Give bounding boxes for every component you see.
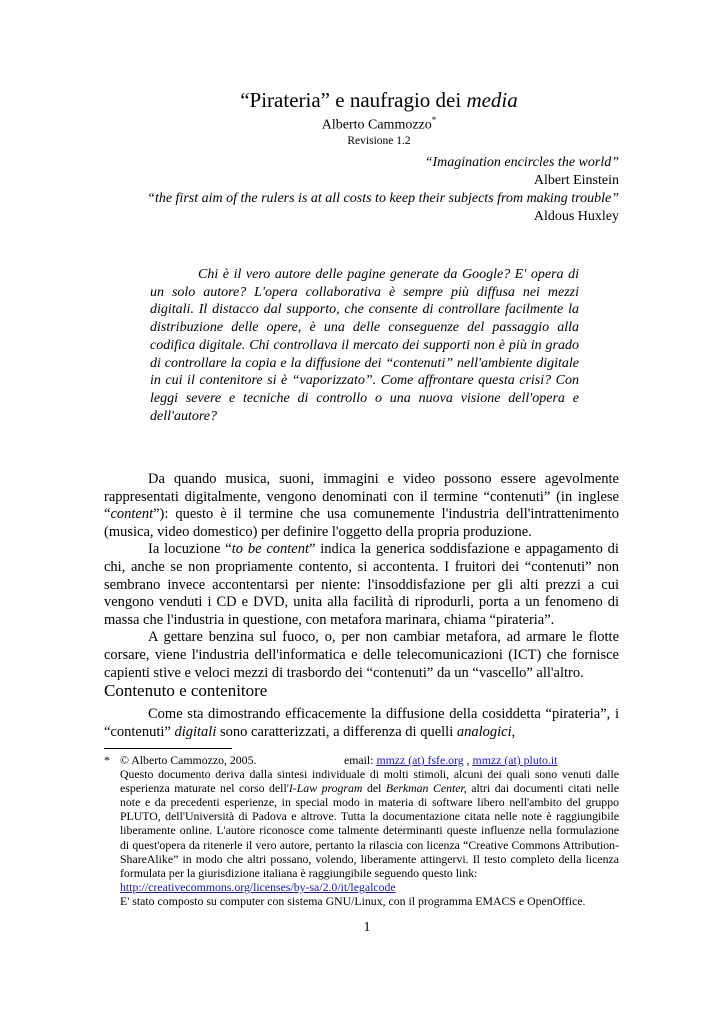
- paragraph-2-text-b: ” indica la generica soddisfazione e appagamento di chi, anche se non propriamente contento, si accontenta. I fruitori dei “contenuti” non sembrano invece accontentarsi per niente: l'insoddisfazione per gli alti prezzi a cui vengono venduti i CD e DVD, unita alla facilità di riprodurli, porta a un fenomeno di massa che l'industria in questione, con metafora marinara, chiama “pirateria”.: [104, 541, 619, 628]
- footnote-text-c: altri dai documenti citati nelle note e da precedenti esperienze, in special modo in materia di software libero nell'ambito del gruppo PLUTO, dell'Università di Padova e altrove. Tutta la documentazione citata nelle note è raggiungibile liberamente online. L'autore riconosce come talmente determinanti queste influenze nella formulazione di quest'opera da ritenerle il vero autore, pertanto la rilascia con licenza “Creative Commons Attribution-ShareAlike” in modo che altri possano, volendo, liberamente attingervi. Il testo completo della licenza formulata per la giurisdizione italiana è raggiungibile seguendo questo link:: [120, 781, 620, 880]
- paragraph-2-text-a: Ia locuzione “: [148, 541, 232, 558]
- footnote-email-line: [344, 753, 557, 767]
- paragraph-1: [104, 471, 619, 541]
- quote-huxley: “the first aim of the rulers is at all costs to keep their subjects from making trouble”: [147, 191, 619, 206]
- footnote-emphasis-ilaw: I-Law program: [288, 781, 363, 796]
- footnote-marker: *: [104, 753, 110, 767]
- footnote-closing: E' stato composto su computer con sistema GNU/Linux, con il programma EMACS e OpenOffice.: [120, 893, 586, 908]
- paragraph-3: A gettare benzina sul fuoco, o, per non cambiar metafora, ad armare le flotte corsare, viene l'industria dell'informatica e delle telecomunicazioni (ICT) che fornisce capienti stive e veloci mezzi di trasbordo dei “contenuti” da un “vascello” all'altro.: [104, 629, 619, 681]
- footnote-reference[interactable]: *: [431, 115, 437, 125]
- footnote-emphasis-berkman: Berkman Center,: [385, 781, 467, 796]
- author-line: [34, 112, 724, 134]
- abstract: [150, 266, 579, 425]
- footnote-copyright: © Alberto Cammozzo, 2005.: [120, 753, 257, 767]
- intro-section: [104, 471, 619, 682]
- email-link-pluto[interactable]: mmzz (at) pluto.it: [472, 753, 558, 767]
- paragraph-2: [104, 541, 619, 629]
- email-link-fsfe[interactable]: mmzz (at) fsfe.org: [376, 753, 464, 767]
- page-number-text: 1: [363, 920, 371, 935]
- section-emphasis-1: digitali: [174, 723, 217, 740]
- section-text-c: ,: [511, 723, 516, 740]
- email-separator: ,: [463, 753, 473, 767]
- paragraph-2-emphasis: to be content: [231, 541, 310, 558]
- abstract-text: Chi è il vero autore delle pagine generate da Google? E' opera di un solo autore? L'opera collaborativa è sempre più diffusa nei mezzi digitali. Il distacco dal supporto, che consente di controllare facilmente la distribuzione delle opere, è una delle conseguenze del passaggio alla codifica digitale. Chi controllava il mercato dei supporti non è più in grado di controllare la copia e la diffusione dei “contenuti” nell'ambiente digitale in cui il contenitore si è “vaporizzato”. Come affrontare questa crisi? Con leggi severe e tecniche di controllo o una nuova visione dell'opera e dell'autore?: [150, 267, 579, 424]
- paragraph-1-text-b: ”): questo è il termine che usa comunemente l'industria dell'intrattenimento (musica, video domestico) per definire l'oggetto della propria produzione.: [104, 506, 619, 540]
- section-emphasis-2: analogici: [456, 723, 512, 740]
- section-text-b: sono caratterizzati, a differenza di quelli: [216, 723, 457, 740]
- title-text: “Pirateria” e naufragio dei: [240, 88, 467, 112]
- footnote-body: [104, 767, 619, 880]
- paragraph-1-text-a: Da quando musica, suoni, immagini e video possono essere agevolmente rappresentati digitalmente, vengono denominati con il termine “contenuti” (in inglese “: [104, 471, 619, 523]
- quote-einstein: “Imagination encircles the world”: [424, 155, 619, 170]
- author-name: Alberto Cammozzo: [321, 117, 432, 133]
- section-heading: Contenuto e contenitore: [104, 681, 268, 700]
- epigraphs: [59, 154, 619, 226]
- footnote: [104, 753, 619, 908]
- quote-huxley-attribution: Aldous Huxley: [533, 209, 619, 224]
- section-paragraph: [104, 706, 619, 741]
- footnote-text-a: Questo documento deriva dalla sintesi individuale di molti stimoli, alcuni dei quali sono venuti dalle esperienza maturate nel corso dell': [120, 767, 619, 796]
- page-number: [0, 920, 724, 936]
- section-text-a: Come sta dimostrando efficacemente la diffusione della cosiddetta “pirateria”, i “contenuti”: [104, 706, 619, 740]
- footnote-link-line: [104, 880, 619, 894]
- quote-einstein-attribution: Albert Einstein: [533, 173, 619, 188]
- footnote-separator: [104, 748, 232, 749]
- title-emphasis: media: [466, 88, 518, 112]
- document-title: [34, 88, 724, 112]
- section-body: [104, 706, 619, 741]
- footnote-text-b: del: [362, 781, 386, 796]
- paragraph-1-emphasis: content: [110, 506, 154, 523]
- revision-label: Revisione 1.2: [347, 134, 411, 147]
- title-block: [0, 88, 724, 148]
- footnote-header-line: [104, 753, 619, 767]
- license-link[interactable]: http://creativecommons.org/licenses/by-sa/2.0/it/legalcode: [120, 879, 396, 894]
- email-label: email:: [344, 753, 377, 767]
